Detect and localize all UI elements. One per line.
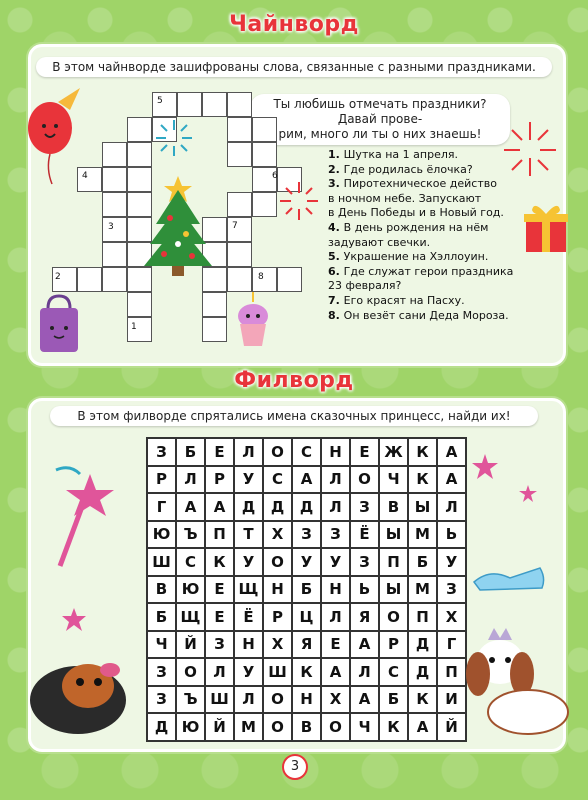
fillword-letter[interactable]: Х: [321, 686, 350, 714]
fillword-letter[interactable]: Б: [379, 686, 408, 714]
fillword-letter[interactable]: Х: [263, 631, 292, 659]
fillword-letter[interactable]: З: [205, 631, 234, 659]
fillword-letter[interactable]: Е: [205, 438, 234, 466]
clue-line: [328, 250, 538, 265]
fillword-letter[interactable]: М: [408, 576, 437, 604]
chainword-intro: В этом чайнворде зашифрованы слова, связанные с разными праздниками.: [36, 57, 552, 77]
clue-index: 7.: [328, 293, 344, 307]
dog-icon: [18, 630, 138, 740]
fillword-letter[interactable]: П: [379, 548, 408, 576]
fillword-letter[interactable]: Щ: [176, 603, 205, 631]
clue-text: Его красят на Пасху.: [343, 293, 465, 307]
clue-line: [328, 236, 538, 251]
clue-index: 1.: [328, 148, 344, 161]
fillword-letter[interactable]: Л: [321, 603, 350, 631]
fillword-title: Филворд: [234, 368, 354, 393]
fillword-letter[interactable]: П: [408, 603, 437, 631]
fillword-letter[interactable]: А: [176, 493, 205, 521]
fillword-letter[interactable]: О: [321, 713, 350, 741]
clue-index: 3.: [328, 177, 344, 191]
shopping-bag-icon: [34, 292, 84, 356]
clue-text: Пиротехническое действо: [343, 177, 497, 191]
fillword-letter[interactable]: Д: [408, 658, 437, 686]
fillword-letter[interactable]: Ъ: [176, 686, 205, 714]
fillword-letter[interactable]: У: [234, 548, 263, 576]
fillword-letter[interactable]: З: [292, 521, 321, 549]
fillword-letter[interactable]: Ш: [205, 686, 234, 714]
fillword-letter[interactable]: Ё: [234, 603, 263, 631]
fillword-letter[interactable]: С: [292, 438, 321, 466]
clue-number: 6: [272, 171, 278, 181]
fillword-letter[interactable]: О: [263, 438, 292, 466]
clue-text: в День Победы и в Новый год.: [328, 206, 504, 220]
clue-number: 1: [131, 322, 137, 332]
fillword-letter[interactable]: Е: [205, 603, 234, 631]
fillword-letter[interactable]: А: [321, 658, 350, 686]
fillword-letter[interactable]: К: [408, 438, 437, 466]
crossword-cell[interactable]: [252, 192, 277, 217]
fillword-letter[interactable]: Й: [437, 713, 466, 741]
crossword-cell[interactable]: [227, 192, 252, 217]
fillword-letter[interactable]: В: [379, 493, 408, 521]
crossword-cell[interactable]: [102, 242, 127, 267]
firework-icon: [154, 118, 194, 158]
fillword-letter[interactable]: Н: [292, 686, 321, 714]
crossword-cell[interactable]: [127, 117, 152, 142]
crossword-cell[interactable]: [227, 217, 252, 242]
clue-number: 2: [55, 272, 61, 282]
clue-line: [328, 206, 538, 221]
crossword-cell[interactable]: [227, 92, 252, 117]
clue-text: Где служат герои праздника: [343, 264, 514, 278]
clue-line: [328, 279, 538, 294]
fillword-letter[interactable]: З: [147, 686, 176, 714]
fillword-letter[interactable]: Н: [321, 438, 350, 466]
fillword-letter[interactable]: Ж: [379, 438, 408, 466]
fillword-letter[interactable]: З: [147, 658, 176, 686]
fillword-letter[interactable]: Л: [176, 466, 205, 494]
fillword-letter[interactable]: Л: [234, 438, 263, 466]
crossword-cell[interactable]: [227, 117, 252, 142]
clue-text: Украшение на Хэллоуин.: [343, 250, 489, 264]
clue-line: [328, 265, 538, 280]
fillword-letter[interactable]: Л: [321, 493, 350, 521]
clue-text: В день рождения на нём: [343, 220, 489, 234]
clue-index: 8.: [328, 308, 344, 322]
fillword-letter[interactable]: О: [263, 713, 292, 741]
fillword-letter[interactable]: Ч: [350, 713, 379, 741]
clue-line: [328, 177, 538, 192]
fillword-letter[interactable]: Л: [321, 466, 350, 494]
clue-line: [328, 163, 538, 178]
magic-wand-icon: [40, 456, 120, 576]
fillword-letter[interactable]: Л: [234, 686, 263, 714]
fillword-letter[interactable]: П: [437, 658, 466, 686]
crossword-cell[interactable]: [77, 267, 102, 292]
fillword-letter[interactable]: И: [437, 686, 466, 714]
clue-number: 8: [258, 272, 264, 282]
fillword-grid: [146, 437, 467, 742]
fillword-letter[interactable]: Н: [321, 576, 350, 604]
fillword-letter[interactable]: Ь: [437, 521, 466, 549]
crossword-cell[interactable]: [102, 192, 127, 217]
chainword-question: [250, 94, 510, 145]
fillword-letter[interactable]: У: [234, 466, 263, 494]
fillword-letter[interactable]: В: [292, 713, 321, 741]
question-line-2: рим, много ли ты о них знаешь!: [278, 127, 482, 141]
fillword-letter[interactable]: О: [176, 658, 205, 686]
fillword-letter[interactable]: Д: [147, 713, 176, 741]
fillword-letter[interactable]: Ы: [379, 521, 408, 549]
fillword-letter[interactable]: Й: [176, 631, 205, 659]
fillword-letter[interactable]: Г: [437, 631, 466, 659]
fillword-intro: В этом филворде спрятались имена сказочных принцесс, найди их!: [50, 406, 538, 426]
fillword-letter[interactable]: А: [437, 466, 466, 494]
fillword-letter[interactable]: Л: [205, 658, 234, 686]
clue-line: [328, 294, 538, 309]
fillword-letter[interactable]: А: [292, 466, 321, 494]
crossword-cell[interactable]: [277, 267, 302, 292]
crossword-cell[interactable]: [102, 142, 127, 167]
fillword-letter[interactable]: А: [205, 493, 234, 521]
clue-number: 5: [157, 96, 163, 106]
crossword-cell[interactable]: [227, 142, 252, 167]
crossword-cell[interactable]: [227, 267, 252, 292]
fillword-letter[interactable]: Ы: [379, 576, 408, 604]
fillword-letter[interactable]: Б: [147, 603, 176, 631]
chainword-title: Чайнворд: [229, 12, 359, 37]
fillword-letter[interactable]: Д: [234, 493, 263, 521]
star-icon: [470, 452, 500, 482]
crossword-cell[interactable]: [152, 92, 177, 117]
clue-line: [328, 309, 538, 324]
fillword-letter[interactable]: М: [234, 713, 263, 741]
fillword-letter[interactable]: Г: [147, 493, 176, 521]
fillword-letter[interactable]: Щ: [234, 576, 263, 604]
fillword-letter[interactable]: Р: [263, 603, 292, 631]
crossword-cell[interactable]: [102, 217, 127, 242]
fillword-letter[interactable]: Е: [350, 438, 379, 466]
fillword-letter[interactable]: Х: [263, 521, 292, 549]
fillword-letter[interactable]: Й: [205, 713, 234, 741]
christmas-tree-icon: [140, 172, 216, 278]
crossword-cell[interactable]: [102, 267, 127, 292]
fillword-letter[interactable]: Ю: [147, 521, 176, 549]
fillword-letter[interactable]: К: [408, 466, 437, 494]
fillword-letter[interactable]: Ч: [147, 631, 176, 659]
fillword-letter[interactable]: Т: [234, 521, 263, 549]
firework-icon: [278, 180, 320, 222]
crossword-cell[interactable]: [252, 142, 277, 167]
crossword-cell[interactable]: [202, 292, 227, 317]
fillword-letter[interactable]: С: [176, 548, 205, 576]
fillword-letter[interactable]: Ё: [350, 521, 379, 549]
fillword-letter[interactable]: А: [437, 438, 466, 466]
fillword-letter[interactable]: З: [350, 493, 379, 521]
crossword-cell[interactable]: [177, 92, 202, 117]
clue-line: [328, 192, 538, 207]
clue-number: 7: [232, 221, 238, 231]
fillword-letter[interactable]: С: [263, 466, 292, 494]
fillword-letter[interactable]: А: [350, 686, 379, 714]
crossword-cell[interactable]: [227, 242, 252, 267]
fillword-letter[interactable]: Л: [437, 493, 466, 521]
fillword-letter[interactable]: К: [205, 548, 234, 576]
fillword-letter[interactable]: Р: [147, 466, 176, 494]
fillword-letter[interactable]: Я: [350, 603, 379, 631]
clue-line: [328, 148, 538, 163]
fillword-letter[interactable]: О: [263, 686, 292, 714]
crossword-cell[interactable]: [252, 117, 277, 142]
fillword-letter[interactable]: Н: [263, 576, 292, 604]
fillword-letter[interactable]: Я: [292, 631, 321, 659]
clue-number: 3: [108, 222, 114, 232]
crossword-cell[interactable]: [252, 267, 277, 292]
fillword-letter[interactable]: Д: [292, 493, 321, 521]
fillword-letter[interactable]: П: [205, 521, 234, 549]
fillword-letter[interactable]: Ю: [176, 713, 205, 741]
fillword-letter[interactable]: У: [292, 548, 321, 576]
fillword-letter[interactable]: Ц: [292, 603, 321, 631]
clue-index: 4.: [328, 220, 344, 234]
crossword-cell[interactable]: [202, 92, 227, 117]
clue-text: Где родилась ёлочка?: [343, 162, 473, 176]
clue-text: в ночном небе. Запускают: [328, 191, 482, 205]
crossword-cell[interactable]: [127, 292, 152, 317]
fillword-letter[interactable]: Ю: [176, 576, 205, 604]
fillword-letter[interactable]: А: [408, 713, 437, 741]
fillword-letter[interactable]: З: [437, 576, 466, 604]
fillword-letter[interactable]: Ы: [408, 493, 437, 521]
fillword-letter[interactable]: К: [408, 686, 437, 714]
fillword-letter[interactable]: Е: [205, 576, 234, 604]
clue-line: [328, 221, 538, 236]
fillword-letter[interactable]: О: [350, 466, 379, 494]
question-line-1: Ты любишь отмечать праздники? Давай прове-: [273, 97, 487, 126]
clue-text: Он везёт сани Деда Мороза.: [343, 308, 509, 322]
fillword-letter[interactable]: О: [379, 603, 408, 631]
spaniel-dog-icon: [458, 626, 582, 746]
fillword-letter[interactable]: Е: [321, 631, 350, 659]
clue-text: Шутка на 1 апреля.: [343, 148, 458, 161]
clue-index: 2.: [328, 162, 344, 176]
page-number: 3: [282, 754, 308, 780]
fillword-letter[interactable]: Р: [379, 631, 408, 659]
fillword-letter[interactable]: Б: [408, 548, 437, 576]
clue-text: 23 февраля?: [328, 279, 402, 293]
chainword-clues: [328, 148, 538, 323]
fillword-letter[interactable]: З: [350, 548, 379, 576]
fillword-letter[interactable]: Ч: [379, 466, 408, 494]
fillword-letter[interactable]: У: [321, 548, 350, 576]
crossword-cell[interactable]: [102, 167, 127, 192]
glass-slipper-icon: [470, 548, 550, 594]
star-icon: [518, 484, 538, 504]
fillword-letter[interactable]: З: [147, 438, 176, 466]
fillword-letter[interactable]: Ш: [147, 548, 176, 576]
fillword-letter[interactable]: К: [379, 713, 408, 741]
fillword-letter[interactable]: Р: [205, 466, 234, 494]
fillword-letter[interactable]: Б: [176, 438, 205, 466]
clue-text: задувают свечки.: [328, 235, 431, 249]
fillword-letter[interactable]: Ъ: [176, 521, 205, 549]
fillword-letter[interactable]: Х: [437, 603, 466, 631]
fillword-letter[interactable]: Б: [292, 576, 321, 604]
fillword-letter[interactable]: Н: [234, 631, 263, 659]
fillword-letter[interactable]: Д: [263, 493, 292, 521]
fillword-letter[interactable]: У: [234, 658, 263, 686]
balloon-icon: [18, 84, 88, 194]
fillword-letter[interactable]: А: [350, 631, 379, 659]
fillword-letter[interactable]: Ь: [350, 576, 379, 604]
fillword-letter[interactable]: О: [263, 548, 292, 576]
fillword-letter[interactable]: З: [321, 521, 350, 549]
fillword-letter[interactable]: Ш: [263, 658, 292, 686]
fillword-letter[interactable]: Л: [350, 658, 379, 686]
fillword-letter[interactable]: Д: [408, 631, 437, 659]
clue-number: 4: [82, 171, 88, 181]
crossword-cell[interactable]: [202, 317, 227, 342]
clue-index: 5.: [328, 250, 344, 264]
fillword-letter[interactable]: К: [292, 658, 321, 686]
fillword-letter[interactable]: М: [408, 521, 437, 549]
fillword-letter[interactable]: У: [437, 548, 466, 576]
fillword-letter[interactable]: С: [379, 658, 408, 686]
crossword-cell[interactable]: [127, 142, 152, 167]
fillword-letter[interactable]: В: [147, 576, 176, 604]
clue-index: 6.: [328, 264, 344, 278]
cupcake-icon: [234, 290, 272, 350]
